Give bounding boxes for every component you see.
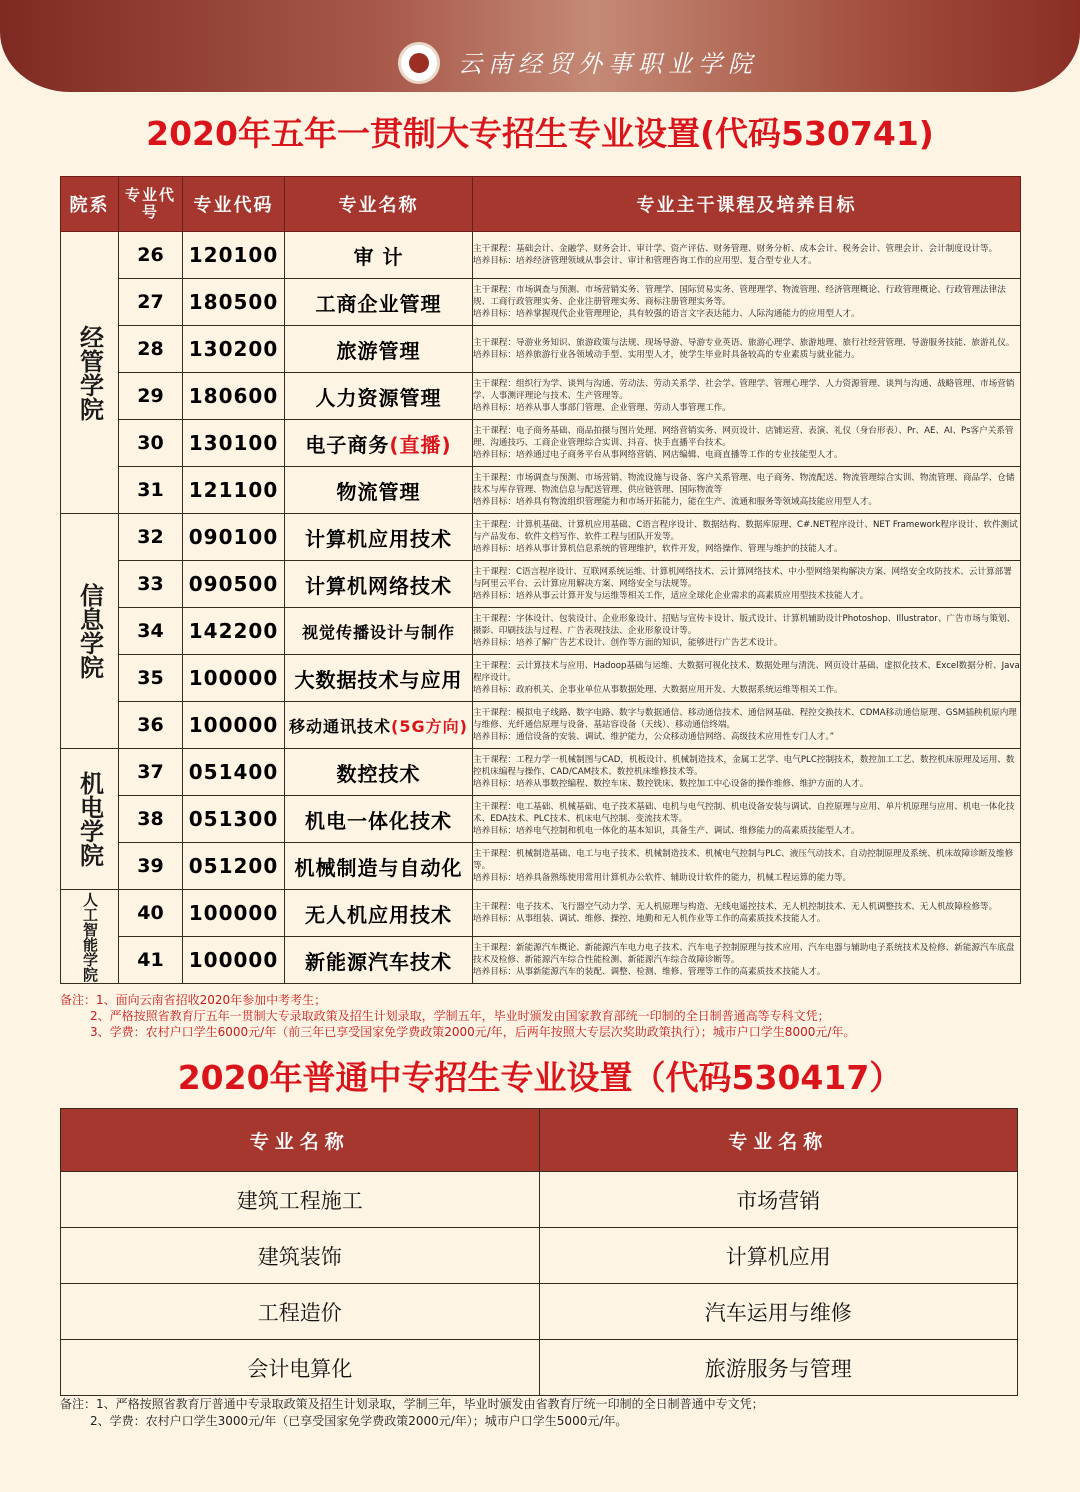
training-goal-text: 培养目标：培养通过电子商务平台从事网络营销、网店编辑、电商直播等工作的专业技能型人才。: [473, 450, 843, 460]
college-majors-table: [60, 176, 1021, 984]
major-name-text: 视觉传播设计与制作: [301, 622, 455, 642]
major-code: 100000: [183, 702, 285, 749]
major-code: 100000: [183, 937, 285, 984]
major-number: 29: [119, 373, 183, 420]
col-code: 专业代码: [183, 177, 285, 232]
training-goal-text: 培养目标：通信设备的安装、调试、维护能力，公众移动通信网络、高级技术应用性专门人才。”: [473, 732, 835, 742]
col-dept: 院系: [61, 177, 119, 232]
major-description: [473, 655, 1021, 702]
major-code: 051200: [183, 843, 285, 890]
main-courses-text: 主干课程：模拟电子线路、数字电路、数字与数据通信、移动通信技术、通信网基础、程控交换技术、CDMA移动通信原理、GSM插秧机原内理与维修、光纤通信原理与设备、基站容设备（天线）、移动通信终端。: [473, 708, 1017, 730]
major-number: 28: [119, 326, 183, 373]
major-number: 32: [119, 514, 183, 561]
major-name: [285, 608, 473, 655]
section1-notes: [60, 992, 1050, 1040]
training-goal-text: 培养目标：培养从事云计算开发与运维等相关工作，适应全球化企业需求的高素质应用型技术技能人才。: [473, 591, 869, 601]
major-number: 37: [119, 749, 183, 796]
major-name: [285, 279, 473, 326]
major-name: [285, 373, 473, 420]
college-majors-body: [61, 232, 1021, 984]
table-row: [61, 514, 1021, 561]
section2-title: 2020年普通中专招生专业设置（代码530417）: [177, 1058, 903, 1097]
note-line: 2、严格按照省教育厅五年一贯制大专录取政策及招生计划录取，学制五年，毕业时颁发由国家教育部统一印制的全日制普通高等专科文凭；: [90, 1009, 830, 1023]
major-name-text: 新能源汽车技术: [305, 949, 452, 974]
major-name-text: 机电一体化技术: [305, 808, 452, 833]
major-description: [473, 890, 1021, 937]
major-name: 工程造价: [61, 1284, 540, 1340]
major-code: 100000: [183, 890, 285, 937]
major-code: 120100: [183, 232, 285, 279]
major-name-text: 数控技术: [336, 761, 421, 786]
training-goal-text: 培养目标：培养从事人事部门管理、企业管理、劳动人事管理工作。: [473, 403, 731, 413]
main-courses-text: 主干课程：新能源汽车概论、新能源汽车电力电子技术、汽车电子控制原理与技术应用、汽车电器与辅助电子系统技术及检修、新能源汽车底盘技术及检修、新能源汽车综合性能检测、新能源汽车综合故障诊断等。: [473, 943, 1015, 965]
school-name: 云南经贸外事职业学院: [458, 50, 758, 78]
table-header-row: [61, 1109, 1018, 1172]
table-row: [61, 843, 1021, 890]
training-goal-text: 培养目标：培养具有物流组织管理能力和市场开拓能力，能在生产、流通和服务等领域高技能应用型人才。: [473, 497, 877, 507]
note-line: 3、学费：农村户口学生6000元/年（前三年已享受国家免学费政策2000元/年，后两年按照大专层次奖助政策执行）；城市户口学生8000元/年。: [90, 1025, 856, 1039]
major-number: 27: [119, 279, 183, 326]
header-banner: [0, 0, 1080, 92]
major-name: [285, 937, 473, 984]
table-row: [61, 937, 1021, 984]
major-code: 051400: [183, 749, 285, 796]
major-code: 090100: [183, 514, 285, 561]
major-name-text: 机械制造与自动化: [294, 855, 463, 880]
major-name: 会计电算化: [61, 1340, 540, 1396]
section1-title: 2020年五年一贯制大专招生专业设置(代码530741): [146, 114, 934, 153]
major-description: [473, 937, 1021, 984]
training-goal-text: 培养目标：培养掌握现代企业管理理论，具有较强的语言文字表达能力、人际沟通能力的应用型人才。: [473, 309, 860, 319]
table-row: [61, 796, 1021, 843]
major-name-text: 旅游管理: [336, 338, 421, 363]
note-line: 备注：1、严格按照省教育厅普通中专录取政策及招生计划录取，学制三年，毕业时颁发由省教育厅统一印制的全日制普通中专文凭；: [60, 1397, 764, 1411]
table-row: [61, 1340, 1018, 1396]
major-name-text: 电子商务: [305, 432, 390, 457]
training-goal-text: 培养目标：培养了解广告艺术设计、创作等方面的知识，能够进行广告艺术设计。: [473, 638, 783, 648]
department-name: 人工智能学院: [61, 890, 119, 984]
major-description: [473, 279, 1021, 326]
major-code: 142200: [183, 608, 285, 655]
major-name: 旅游服务与管理: [539, 1340, 1018, 1396]
major-name: [285, 796, 473, 843]
major-number: 26: [119, 232, 183, 279]
col-name: 专业名称: [285, 177, 473, 232]
col-name-left: 专业名称: [61, 1109, 540, 1172]
table-row: [61, 420, 1021, 467]
major-code: 130200: [183, 326, 285, 373]
table-row: [61, 373, 1021, 420]
major-name: [285, 467, 473, 514]
major-description: [473, 232, 1021, 279]
table-row: [61, 1284, 1018, 1340]
table-row: [61, 655, 1021, 702]
major-code: 051300: [183, 796, 285, 843]
main-courses-text: 主干课程：电子商务基础、商品拍摄与图片处理、网络营销实务、网页设计、店铺运营、表演、礼仪（身台形表）、Pr、AE、AI、Ps客户关系管理、沟通技巧、工商企业管理综合实训、抖音、快手直播平台技术。: [473, 426, 1014, 448]
table-header-row: [61, 177, 1021, 232]
major-name-text: 工商企业管理: [315, 291, 442, 316]
major-description: [473, 749, 1021, 796]
major-name: [285, 561, 473, 608]
table-row: [61, 890, 1021, 937]
major-description: [473, 608, 1021, 655]
department-name: 信息学院: [61, 514, 119, 749]
section2-notes: [60, 1396, 1050, 1430]
main-courses-text: 主干课程：市场调查与预测、市场营销、物流设施与设备、客户关系管理、电子商务、物流配送、物流管理综合实训、物流管理、商品学、仓储技术与库存管理、物流信息与配送管理、供应链管理、国际物流等: [473, 473, 1015, 495]
major-code: 090500: [183, 561, 285, 608]
training-goal-text: 培养目标：培养经济管理领域从事会计、审计和管理咨询工作的应用型、复合型专业人才。: [473, 256, 817, 266]
major-name-text: 人力资源管理: [315, 385, 442, 410]
training-goal-text: 培养目标：从事新能源汽车的装配、调整、检测、维修、管理等工作的高素质技术技能人才。: [473, 967, 826, 977]
main-courses-text: 主干课程：工程力学一机械制图与CAD，机板设计、机械制造技术，金属工艺学、电气PLC控制技术，数控加工工艺、数控机床原理及运用、数控机床编程与操作、CAD/CAM技术、数控机床维修技术等。: [473, 755, 1015, 777]
major-number: 34: [119, 608, 183, 655]
major-name: [285, 655, 473, 702]
major-description: [473, 843, 1021, 890]
major-name: 计算机应用: [539, 1228, 1018, 1284]
major-name-text: 物流管理: [336, 479, 421, 504]
col-desc: 专业主干课程及培养目标: [473, 177, 1021, 232]
major-name-text: 计算机应用技术: [305, 526, 452, 551]
major-description: [473, 420, 1021, 467]
main-courses-text: 主干课程：字体设计、包装设计、企业形象设计、招贴与宣传卡设计、版式设计、计算机辅助设计Photoshop、Illustrator、广告市场与策划、摄影、印刷技法与过程、广告表现技法、企业形象设计等。: [473, 614, 1016, 636]
table-row: [61, 1228, 1018, 1284]
training-goal-text: 培养目标：培养从事数控编程、数控车床、数控铣床、数控加工中心设备的操作维修、维护方面的人才。: [473, 779, 869, 789]
note-line: 2、学费：农村户口学生3000元/年（已享受国家免学费政策2000元/年）；城市户口学生5000元/年。: [90, 1414, 628, 1428]
major-name: [285, 890, 473, 937]
training-goal-text: 培养目标：培养电气控制和机电一体化的基本知识，具备生产、调试、维修能力的高素质技能型人才。: [473, 826, 860, 836]
note-line: 备注：1、面向云南省招收2020年参加中考考生；: [60, 993, 327, 1007]
major-name-text: 计算机网络技术: [305, 573, 452, 598]
main-courses-text: 主干课程：机械制造基础、电工与电子技术、机械制造技术、机械电气控制与PLC、液压气动技术、自动控制原理及系统、机床故障诊断及维修等。: [473, 849, 1014, 871]
training-goal-text: 培养目标：政府机关、企事业单位从事数据处理、大数据应用开发、大数据系统运维等相关工作。: [473, 685, 843, 695]
main-courses-text: 主干课程：导游业务知识、旅游政策与法规、现场导游、导游专业英语、旅游心理学、旅游地理、旅行社经营管理、导游服务技能、旅游礼仪。: [473, 338, 1015, 348]
major-name: [285, 749, 473, 796]
secondary-majors-table: [60, 1108, 1018, 1396]
major-name-highlight: (5G方向): [391, 716, 468, 736]
major-name: [285, 514, 473, 561]
major-name: [285, 232, 473, 279]
major-number: 35: [119, 655, 183, 702]
major-number: 31: [119, 467, 183, 514]
table-row: [61, 326, 1021, 373]
major-name: 建筑装饰: [61, 1228, 540, 1284]
major-name: 建筑工程施工: [61, 1172, 540, 1228]
major-name: [285, 843, 473, 890]
major-description: [473, 702, 1021, 749]
major-description: [473, 373, 1021, 420]
training-goal-text: 培养目标：培养具备熟练使用常用计算机办公软件、辅助设计软件的能力，机械工程运算的能力等。: [473, 873, 852, 883]
school-logo-icon: [398, 42, 440, 84]
main-courses-text: 主干课程：C语言程序设计、互联网系统运维、计算机网络技术、云计算网络技术、中小型网络架构解决方案、网络安全攻防技术、云计算部署与阿里云平台、云计算应用解决方案、网络安全与法规等。: [473, 567, 1012, 589]
major-name-highlight: (直播): [389, 432, 452, 457]
table-row: [61, 232, 1021, 279]
major-number: 40: [119, 890, 183, 937]
major-name: 汽车运用与维修: [539, 1284, 1018, 1340]
department-name: 经管学院: [61, 232, 119, 514]
major-name: [285, 702, 473, 749]
major-name-text: 移动通讯技术: [289, 716, 392, 736]
major-number: 33: [119, 561, 183, 608]
table-row: [61, 1172, 1018, 1228]
major-code: 130100: [183, 420, 285, 467]
major-number: 38: [119, 796, 183, 843]
major-number: 41: [119, 937, 183, 984]
major-description: [473, 561, 1021, 608]
main-courses-text: 主干课程：电子技术、飞行器空气动力学、无人机原理与构造、无线电遥控技术、无人机控制技术、无人机调整技术、无人机故障检修等。: [473, 902, 998, 912]
major-name-text: 大数据技术与应用: [294, 667, 463, 692]
training-goal-text: 培养目标：从事组装、调试、维修、操控、地勤和无人机作业等工作的高素质技术技能人才。: [473, 914, 826, 924]
major-number: 39: [119, 843, 183, 890]
training-goal-text: 培养目标：培养从事计算机信息系统的管理维护，软件开发，网络操作、管理与维护的技能人才。: [473, 544, 843, 554]
major-description: [473, 514, 1021, 561]
major-code: 121100: [183, 467, 285, 514]
main-courses-text: 主干课程：组织行为学、谈判与沟通、劳动法、劳动关系学、社会学、管理学、管理心理学、人力资源管理、谈判与沟通、战略管理、市场营销学、人事测评理论与技术、生产管理等。: [473, 379, 1015, 401]
department-name: 机电学院: [61, 749, 119, 890]
main-courses-text: 主干课程：计算机基础、计算机应用基础、C语言程序设计、数据结构、数据库原理、C#.NET程序设计、NET Framework程序设计、软件测试与产品发布、软件文档写作、软件工程与团队开发等。: [473, 520, 1018, 542]
col-num: 专业代号: [119, 177, 183, 232]
major-name-text: 审 计: [353, 244, 404, 269]
major-code: 100000: [183, 655, 285, 702]
table-row: [61, 467, 1021, 514]
major-name-text: 无人机应用技术: [305, 902, 452, 927]
table-row: [61, 561, 1021, 608]
main-courses-text: 主干课程：电工基础、机械基础、电子技术基础、电机与电气控制、机电设备安装与调试、自控原理与应用、单片机原理与应用、机电一体化技术、EDA技术、PLC技术、机床电气控制、变流技术等。: [473, 802, 1015, 824]
major-description: [473, 467, 1021, 514]
col-name-right: 专业名称: [539, 1109, 1018, 1172]
table-row: [61, 608, 1021, 655]
main-courses-text: 主干课程：基础会计、金融学、财务会计、审计学、资产评估、财务管理、财务分析、成本会计、税务会计、管理会计、会计制度设计等。: [473, 244, 998, 254]
table-row: [61, 749, 1021, 796]
major-number: 30: [119, 420, 183, 467]
major-code: 180600: [183, 373, 285, 420]
major-description: [473, 326, 1021, 373]
table-row: [61, 702, 1021, 749]
table-row: [61, 279, 1021, 326]
major-description: [473, 796, 1021, 843]
main-courses-text: 主干课程：云计算技术与应用、Hadoop基础与运维、大数据可视化技术、数据处理与清洗、网页设计基础、虚拟化技术、Excel数据分析、Java程序设计。: [473, 661, 1020, 683]
major-name: [285, 420, 473, 467]
major-name: [285, 326, 473, 373]
training-goal-text: 培养目标：培养旅游行业各领域动手型、实用型人才，使学生毕业时具备较高的专业素质与就业能力。: [473, 350, 860, 360]
main-courses-text: 主干课程：市场调查与预测、市场营销实务、管理学、国际贸易实务、管理理学、物流管理、经济管理概论、行政管理概论、行政管理法律法规、工商行政管理实务、企业注册管理实务、商标注册管理实务等。: [473, 285, 1006, 307]
major-number: 36: [119, 702, 183, 749]
major-name: 市场营销: [539, 1172, 1018, 1228]
major-code: 180500: [183, 279, 285, 326]
